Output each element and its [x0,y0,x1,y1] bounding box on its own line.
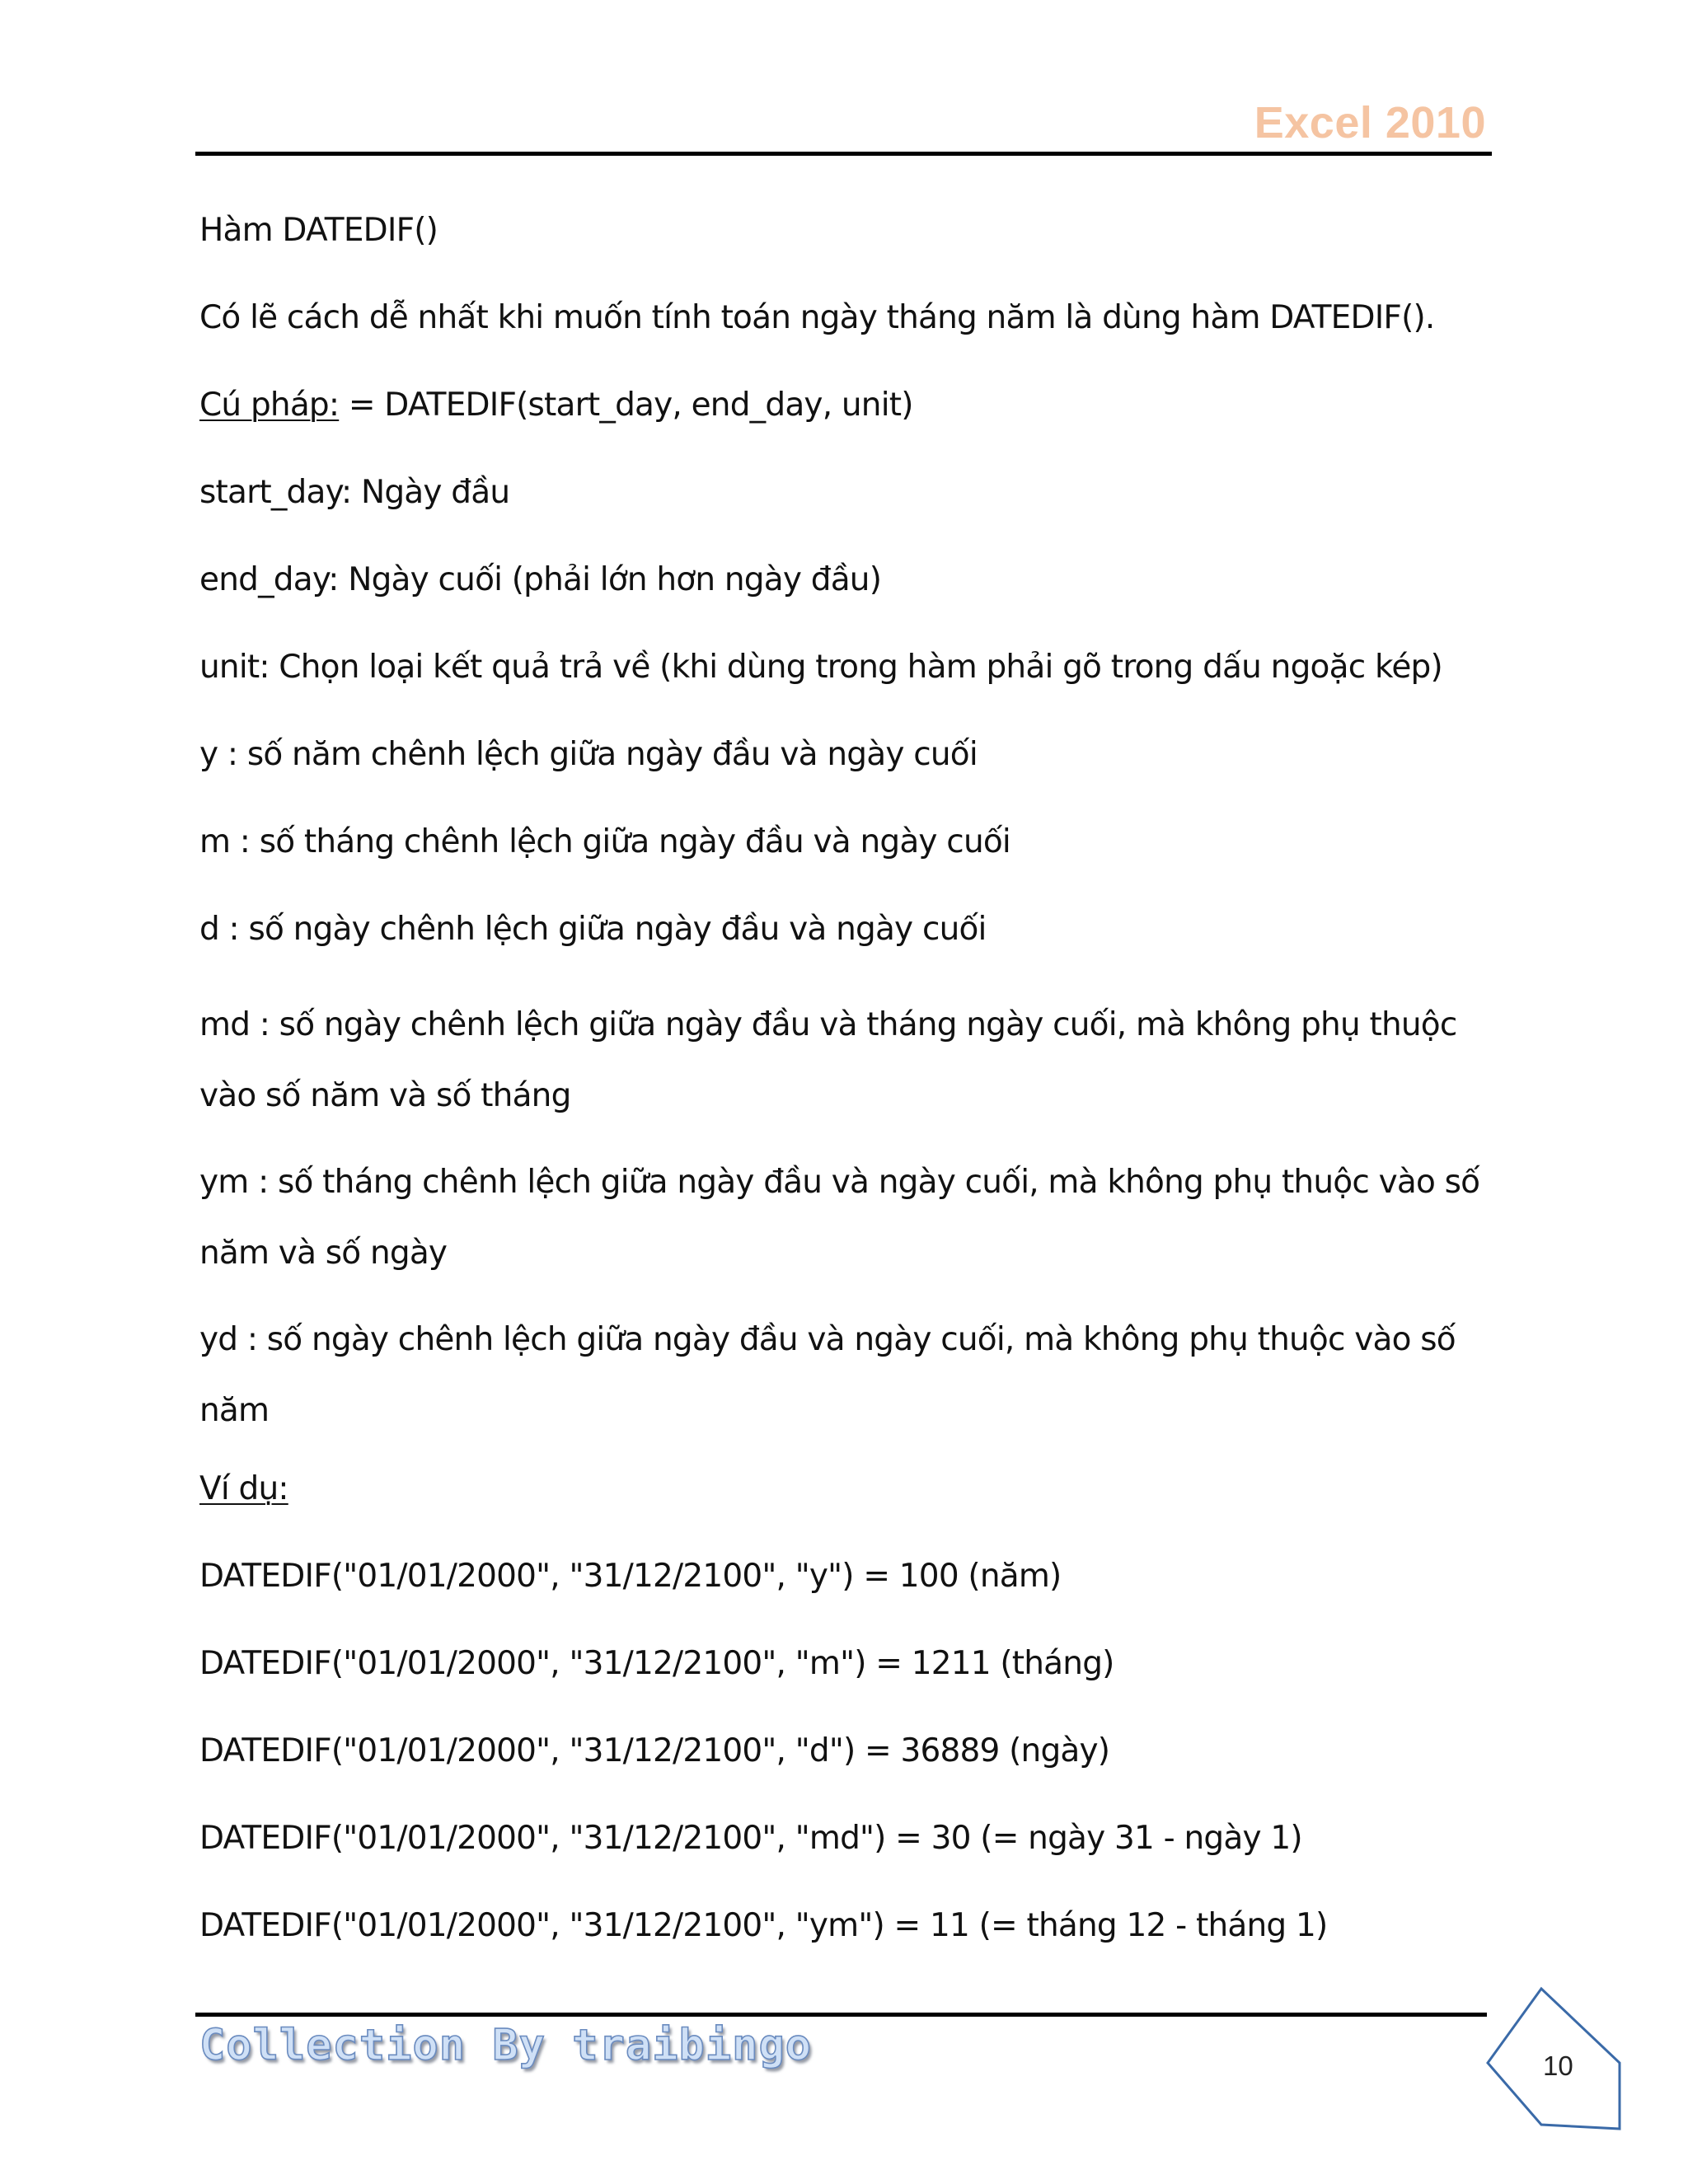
unit-ym: ym : số tháng chênh lệch giữa ngày đầu và ngày cuối, mà không phụ thuộc vào số năm và số ngày [199,1164,1480,1272]
param-end-day: end_day: Ngày cuối (phải lớn hơn ngày đầu) [199,561,882,598]
example-md: DATEDIF("01/01/2000", "31/12/2100", "md") = 30 (= ngày 31 - ngày 1) [199,1820,1302,1857]
syntax-label: Cú pháp: [199,387,340,424]
example-label-line [199,1462,1485,1516]
example-label: Ví dụ: [199,1470,288,1507]
syntax-line [199,378,1485,433]
example-d: DATEDIF("01/01/2000", "31/12/2100", "d") = 36889 (ngày) [199,1732,1110,1769]
example-ym: DATEDIF("01/01/2000", "31/12/2100", "ym") = 11 (= tháng 12 - tháng 1) [199,1907,1328,1944]
header-title: Excel 2010 [1254,98,1486,148]
unit-m: m : số tháng chênh lệch giữa ngày đầu và ngày cuối [199,823,1010,860]
page-number: 10 [1543,2050,1573,2081]
document-body [199,204,1485,1986]
intro-paragraph: Có lẽ cách dễ nhất khi muốn tính toán ngày tháng năm là dùng hàm DATEDIF(). [199,299,1435,336]
example-y: DATEDIF("01/01/2000", "31/12/2100", "y") = 100 (năm) [199,1558,1062,1595]
header-rule [195,152,1492,156]
unit-md: md : số ngày chênh lệch giữa ngày đầu và tháng ngày cuối, mà không phụ thuộc vào số năm và số tháng [199,1006,1457,1114]
unit-d: d : số ngày chênh lệch giữa ngày đầu và ngày cuối [199,911,987,948]
param-unit: unit: Chọn loại kết quả trả về (khi dùng trong hàm phải gõ trong dấu ngoặc kép) [199,649,1442,686]
unit-y: y : số năm chênh lệch giữa ngày đầu và ngày cuối [199,736,978,773]
param-start-day: start_day: Ngày đầu [199,474,510,511]
syntax-text: = DATEDIF(start_day, end_day, unit) [339,387,913,424]
footer-credit: Collection By traibingo [199,2021,813,2070]
unit-yd: yd : số ngày chênh lệch giữa ngày đầu và ngày cuối, mà không phụ thuộc vào số năm [199,1321,1456,1429]
example-m: DATEDIF("01/01/2000", "31/12/2100", "m") = 1211 (tháng) [199,1645,1114,1682]
section-heading: Hàm DATEDIF() [199,212,438,249]
footer-rule [195,2013,1487,2017]
